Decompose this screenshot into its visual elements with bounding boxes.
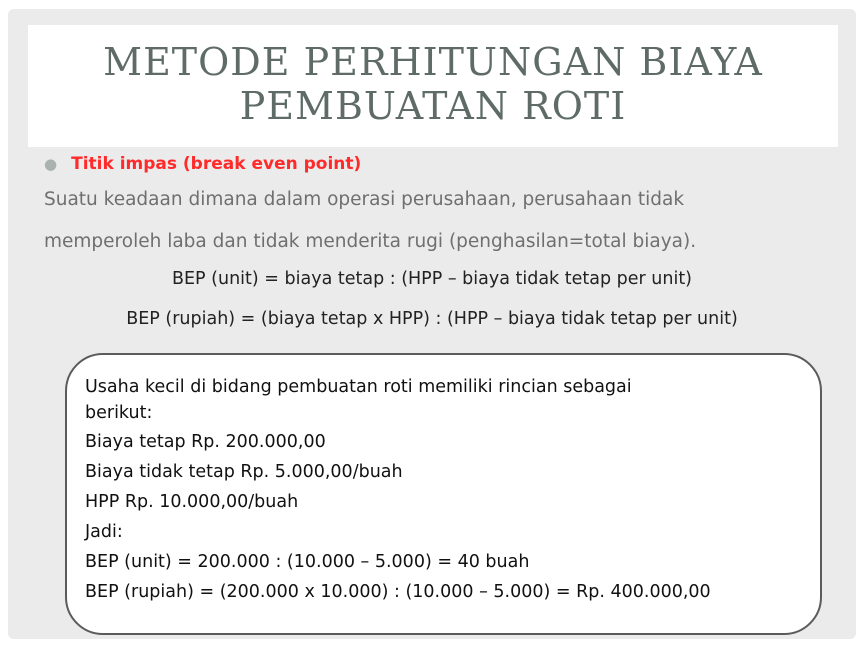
example-variable-cost: Biaya tidak tetap Rp. 5.000,00/buah [85,462,403,482]
example-intro-line-1: Usaha kecil di bidang pembuatan roti memiliki rincian sebagai [85,377,632,397]
definition-line-1: Suatu keadaan dimana dalam operasi perusahaan, perusahaan tidak [44,189,685,210]
example-fixed-cost: Biaya tetap Rp. 200.000,00 [85,432,326,452]
definition-line-2: memperoleh laba dan tidak menderita rugi (penghasilan=total biaya). [44,231,697,252]
example-result-rupiah: BEP (rupiah) = (200.000 x 10.000) : (10.000 – 5.000) = Rp. 400.000,00 [85,582,711,602]
slide-title-line-1: METODE PERHITUNGAN BIAYA [103,40,763,84]
formula-bep-unit: BEP (unit) = biaya tetap : (HPP – biaya tidak tetap per unit) [171,269,693,289]
example-hpp: HPP Rp. 10.000,00/buah [85,492,299,512]
example-therefore: Jadi: [85,522,123,542]
example-intro-line-2: berikut: [85,403,153,423]
formula-bep-rupiah: BEP (rupiah) = (biaya tetap x HPP) : (HPP – biaya tidak tetap per unit) [126,309,738,329]
slide-title [28,40,838,128]
bullet-heading: Titik impas (break even point) [71,154,362,174]
slide-title-line-2: PEMBUATAN ROTI [239,84,627,128]
bullet-item [44,152,361,176]
bullet-dot-icon: ● [44,155,58,173]
example-result-unit: BEP (unit) = 200.000 : (10.000 – 5.000) = 40 buah [85,552,530,572]
